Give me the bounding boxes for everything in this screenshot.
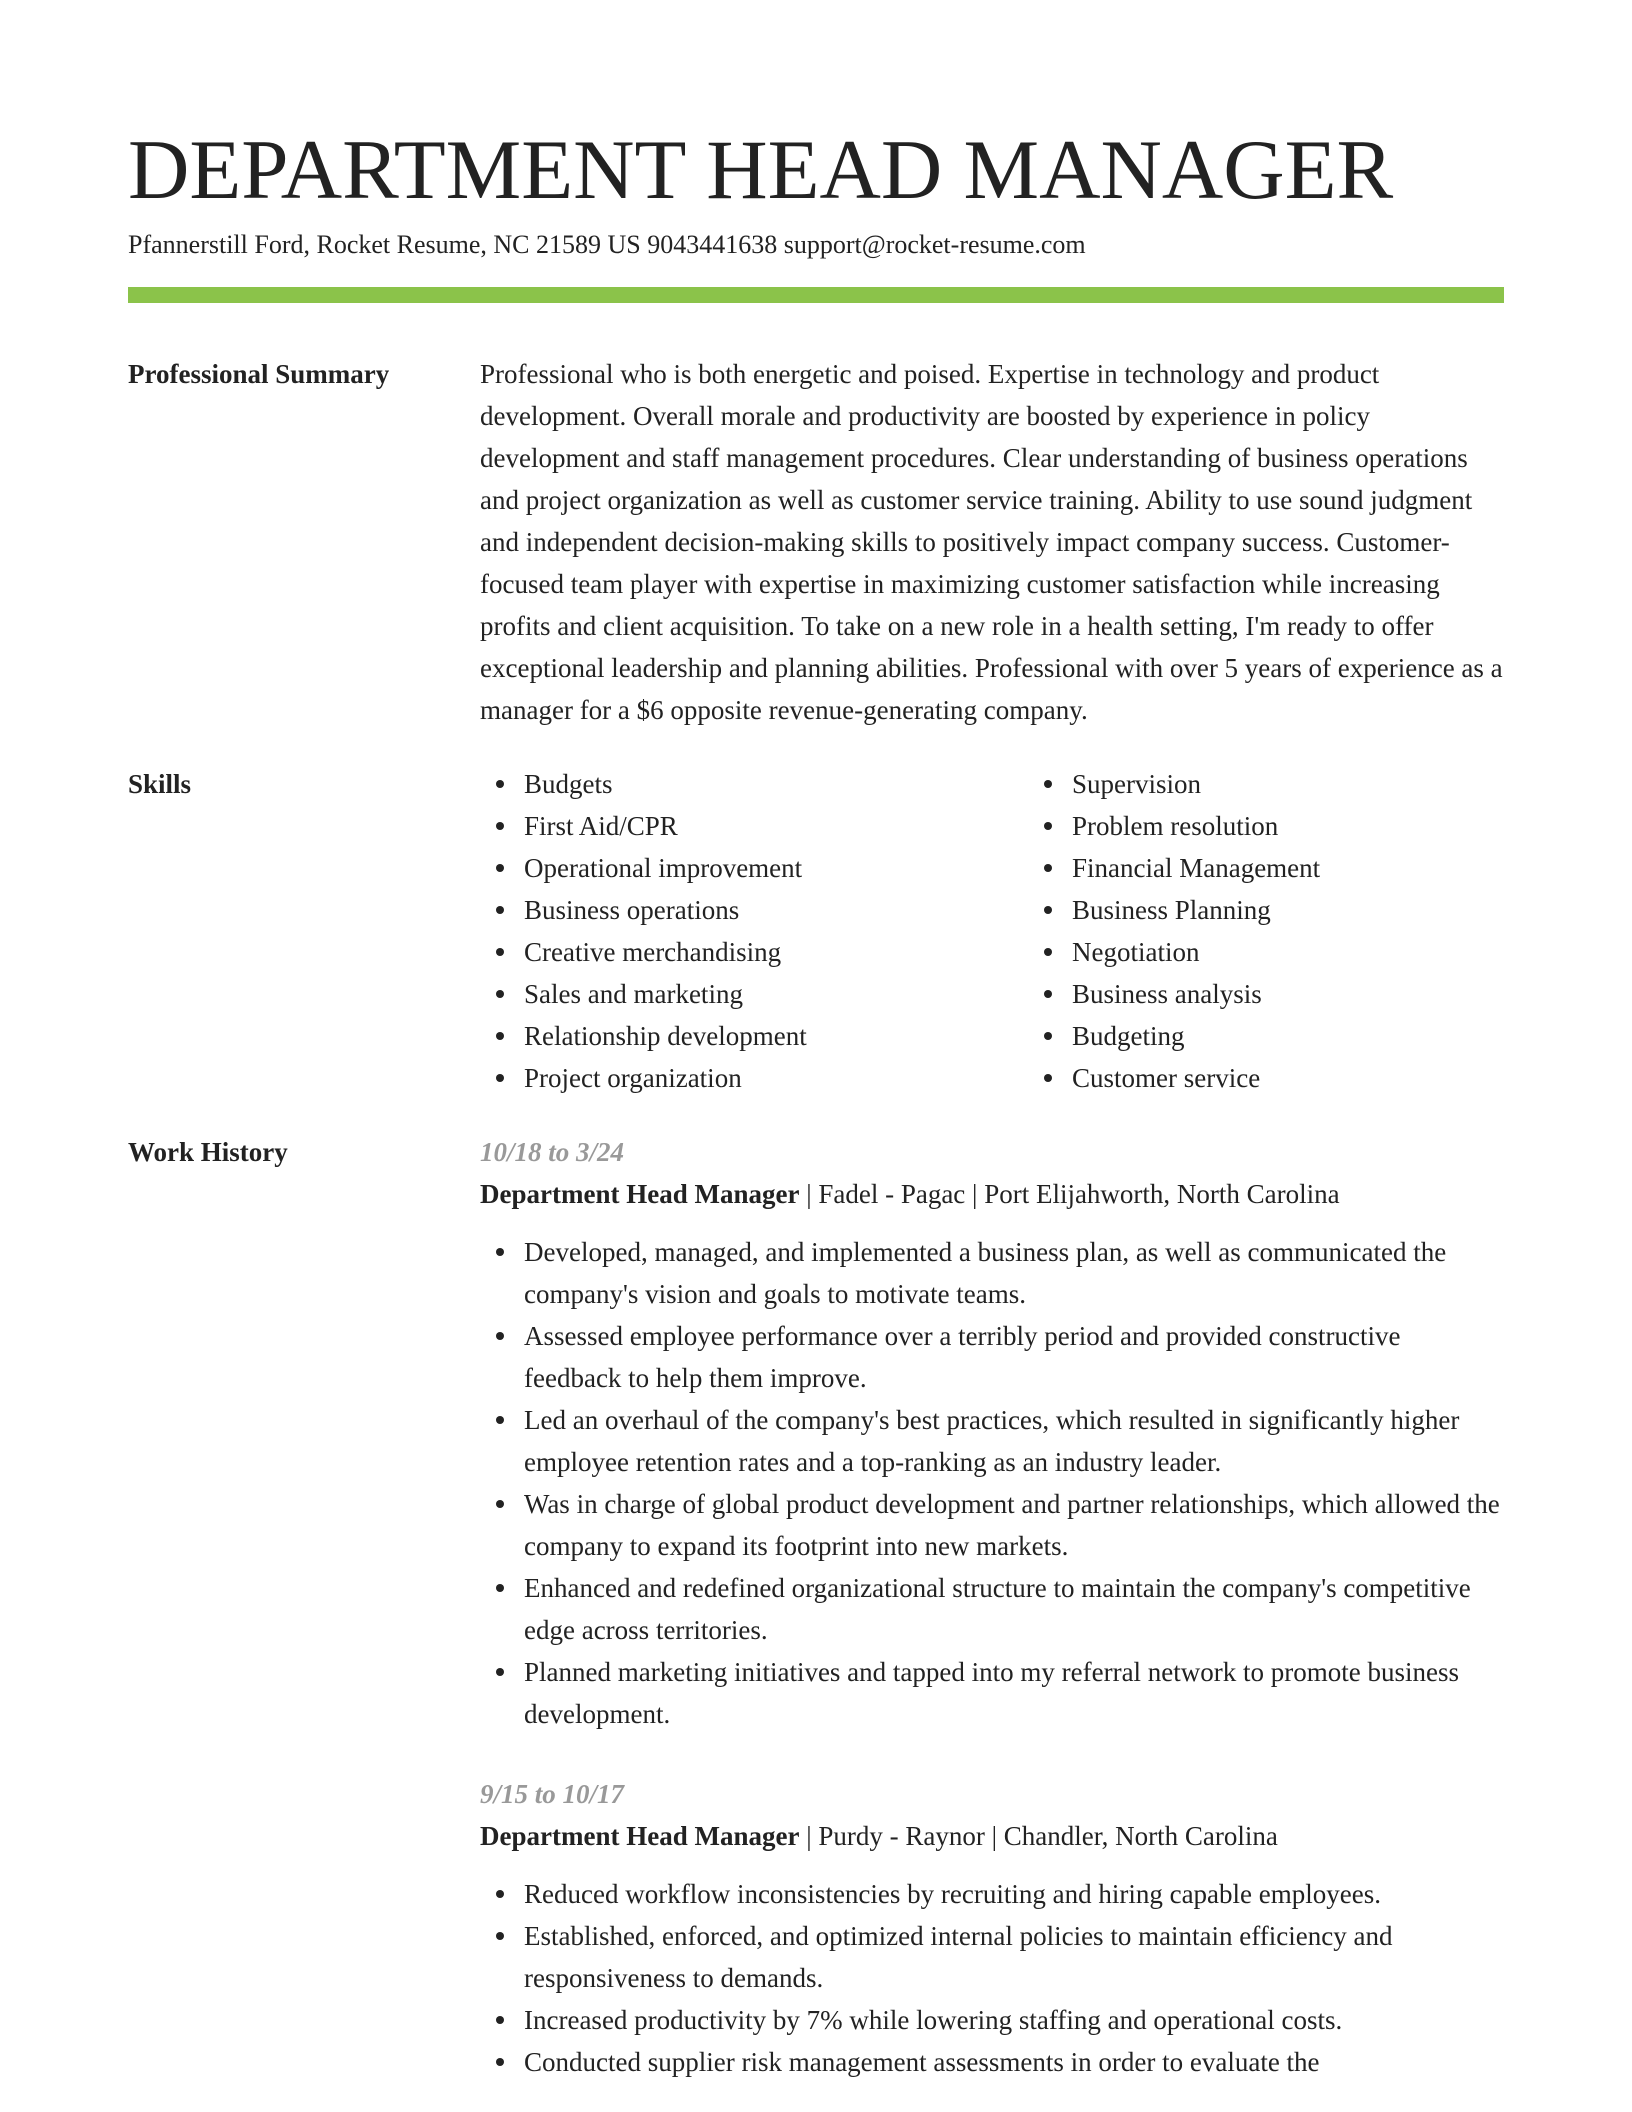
contact-line: Pfannerstill Ford, Rocket Resume, NC 21589 US 9043441638 support@rocket-resume.com: [128, 230, 1086, 259]
skill-item: Sales and marketing: [524, 973, 1028, 1015]
work-history-body: [480, 1131, 1504, 2083]
job-bullet: Established, enforced, and optimized internal policies to maintain efficiency and responsiveness to demands.: [524, 1915, 1504, 1999]
job-bullet: Increased productivity by 7% while lowering staffing and operational costs.: [524, 1999, 1504, 2041]
job-title: Department Head Manager: [480, 1179, 800, 1209]
work-history-section: [128, 1131, 1504, 2083]
job-bullet: Reduced workflow inconsistencies by recruiting and hiring capable employees.: [524, 1873, 1504, 1915]
skill-item: Problem resolution: [1072, 805, 1576, 847]
skill-item: Business operations: [524, 889, 1028, 931]
job-company: | Purdy - Raynor | Chandler, North Carolina: [799, 1821, 1278, 1851]
skill-item: Project organization: [524, 1057, 1028, 1099]
professional-summary-section: [128, 353, 1504, 731]
job-bullet: Conducted supplier risk management assessments in order to evaluate the: [524, 2041, 1504, 2083]
skill-item: Negotiation: [1072, 931, 1576, 973]
resume-name: DEPARTMENT HEAD MANAGER: [128, 123, 1394, 217]
job-bullet: Planned marketing initiatives and tapped into my referral network to promote business development.: [524, 1651, 1504, 1735]
summary-body: [480, 353, 1504, 731]
section-title-summary: Professional Summary: [128, 359, 390, 389]
skills-list-left: [480, 763, 1028, 1099]
job-bullet: Enhanced and redefined organizational structure to maintain the company's competitive edge across territories.: [524, 1567, 1504, 1651]
skill-item: Business analysis: [1072, 973, 1576, 1015]
resume-page: [128, 0, 1504, 2083]
section-title-skills: Skills: [128, 769, 192, 799]
job-dates: 10/18 to 3/24: [480, 1137, 625, 1167]
job-heading: [480, 1815, 1504, 1857]
skills-section: [128, 763, 1504, 1099]
skill-item: Operational improvement: [524, 847, 1028, 889]
job-entry: [480, 1131, 1504, 1735]
skills-list-right: [1028, 763, 1576, 1099]
skills-columns: [480, 763, 1576, 1099]
job-bullets: [480, 1873, 1504, 2083]
skill-item: Budgeting: [1072, 1015, 1576, 1057]
skill-item: Budgets: [524, 763, 1028, 805]
job-entry: [480, 1773, 1504, 2083]
job-bullet: Was in charge of global product development and partner relationships, which allowed the company to expand its footprint into new markets.: [524, 1483, 1504, 1567]
job-company: | Fadel - Pagac | Port Elijahworth, North Carolina: [799, 1179, 1340, 1209]
job-heading: [480, 1173, 1504, 1215]
skill-item: Creative merchandising: [524, 931, 1028, 973]
skill-item: First Aid/CPR: [524, 805, 1028, 847]
job-bullet: Assessed employee performance over a terribly period and provided constructive feedback to help them improve.: [524, 1315, 1504, 1399]
skill-item: Supervision: [1072, 763, 1576, 805]
job-bullets: [480, 1231, 1504, 1735]
skill-item: Business Planning: [1072, 889, 1576, 931]
job-title: Department Head Manager: [480, 1821, 800, 1851]
job-bullet: Led an overhaul of the company's best practices, which resulted in significantly higher employee retention rates and a top-ranking as an industry leader.: [524, 1399, 1504, 1483]
section-title-work: Work History: [128, 1137, 288, 1167]
skill-item: Financial Management: [1072, 847, 1576, 889]
accent-divider: [128, 287, 1504, 303]
job-bullet: Developed, managed, and implemented a business plan, as well as communicated the company's vision and goals to motivate teams.: [524, 1231, 1504, 1315]
skill-item: Customer service: [1072, 1057, 1576, 1099]
skill-item: Relationship development: [524, 1015, 1028, 1057]
summary-text: Professional who is both energetic and poised. Expertise in technology and product development. Overall morale and productivity are boosted by experience in policy development and staff management procedures. Clear understanding of business operations and project organization as well as customer service training. Ability to use sound judgment and independent decision-making skills to positively impact company success. Customer-focused team player with expertise in maximizing customer satisfaction while increasing profits and client acquisition. To take on a new role in a health setting, I'm ready to offer exceptional leadership and planning abilities. Professional with over 5 years of experience as a manager for a $6 opposite revenue-generating company.: [480, 359, 1503, 725]
job-dates: 9/15 to 10/17: [480, 1779, 625, 1809]
